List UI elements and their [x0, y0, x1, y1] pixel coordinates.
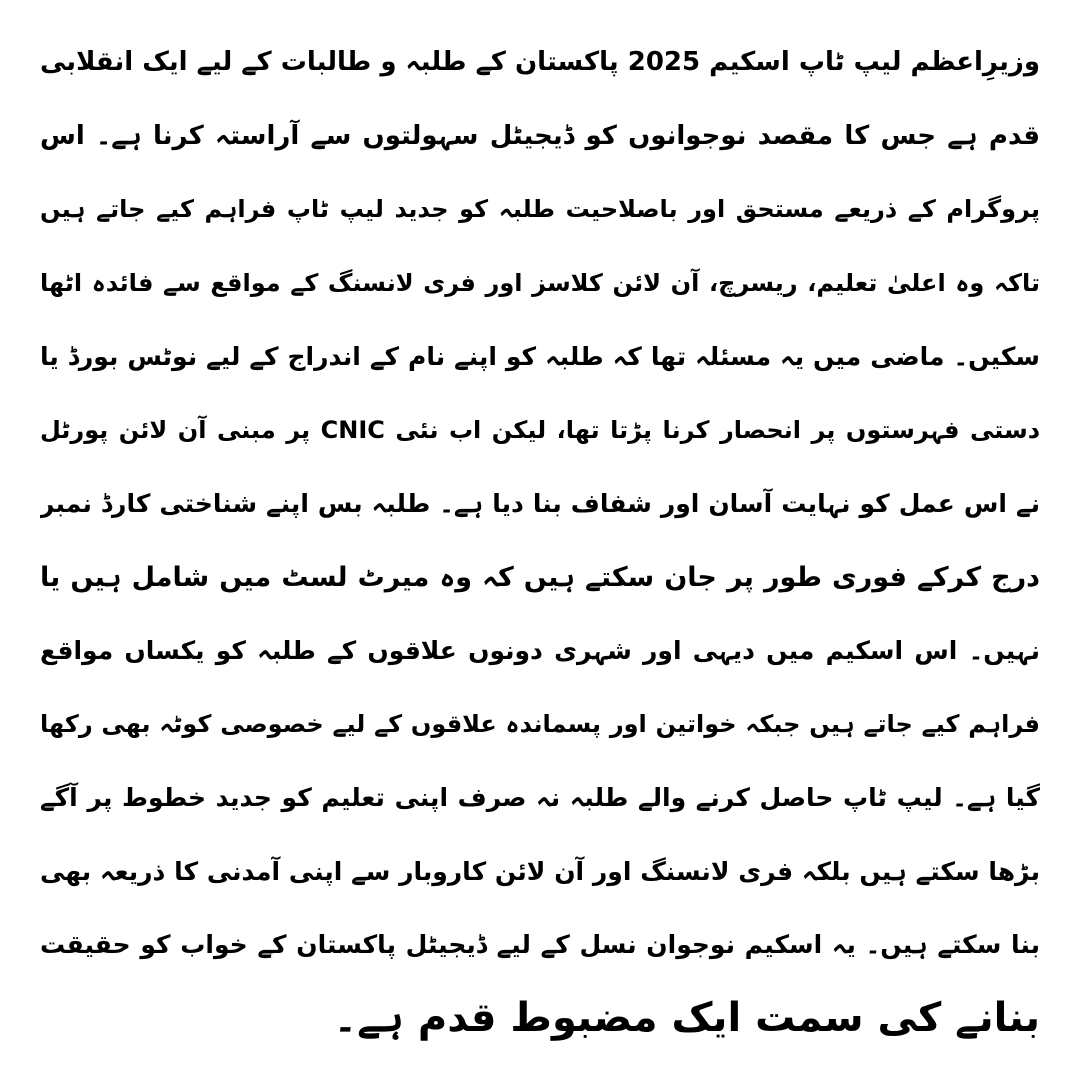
paragraph-line: وزیرِاعظم لیپ ٹاپ اسکیم 2025 پاکستان کے طلبہ و طالبات کے لیے ایک انقلابی — [40, 47, 1040, 77]
paragraph-last-line: بنانے کی سمت ایک مضبوط قدم ہے۔ — [333, 994, 1040, 1041]
paragraph-line: گیا ہے۔ لیپ ٹاپ حاصل کرنے والے طلبہ نہ صرف اپنی تعلیم کو جدید خطوط پر آگے — [40, 783, 1040, 812]
urdu-paragraph — [40, 26, 1040, 1055]
paragraph-line: تاکہ وہ اعلیٰ تعلیم، ریسرچ، آن لائن کلاسز اور فری لانسنگ کے مواقع سے فائدہ اٹھا — [40, 268, 1040, 297]
paragraph-line: دستی فہرستوں پر انحصار کرنا پڑتا تھا، لیکن اب نئی CNIC پر مبنی آن لائن پورٹل — [40, 415, 1040, 444]
paragraph-line: پروگرام کے ذریعے مستحق اور باصلاحیت طلبہ کو جدید لیپ ٹاپ فراہم کیے جاتے ہیں — [40, 195, 1040, 223]
paragraph-line: درج کرکے فوری طور پر جان سکتے ہیں کہ وہ میرٹ لسٹ میں شامل ہیں یا — [40, 561, 1040, 593]
paragraph-line: بنا سکتے ہیں۔ یہ اسکیم نوجوان نسل کے لیے ڈیجیٹل پاکستان کے خواب کو حقیقت — [40, 930, 1040, 959]
paragraph-line: بڑھا سکتے ہیں بلکہ فری لانسنگ اور آن لائن کاروبار سے اپنی آمدنی کا ذریعہ بھی — [40, 856, 1040, 886]
paragraph-line: سکیں۔ ماضی میں یہ مسئلہ تھا کہ طلبہ کو اپنے نام کے اندراج کے لیے نوٹس بورڈ یا — [40, 342, 1040, 371]
paragraph-line: نہیں۔ اس اسکیم میں دیہی اور شہری دونوں علاقوں کے طلبہ کو یکساں مواقع — [40, 636, 1040, 665]
paragraph-line: نے اس عمل کو نہایت آسان اور شفاف بنا دیا ہے۔ طلبہ بس اپنے شناختی کارڈ نمبر — [40, 489, 1040, 518]
paragraph-line: فراہم کیے جاتے ہیں جبکہ خواتین اور پسماندہ علاقوں کے لیے خصوصی کوٹہ بھی رکھا — [40, 709, 1040, 738]
paragraph-line: قدم ہے جس کا مقصد نوجوانوں کو ڈیجیٹل سہولتوں سے آراستہ کرنا ہے۔ اس — [40, 120, 1040, 151]
